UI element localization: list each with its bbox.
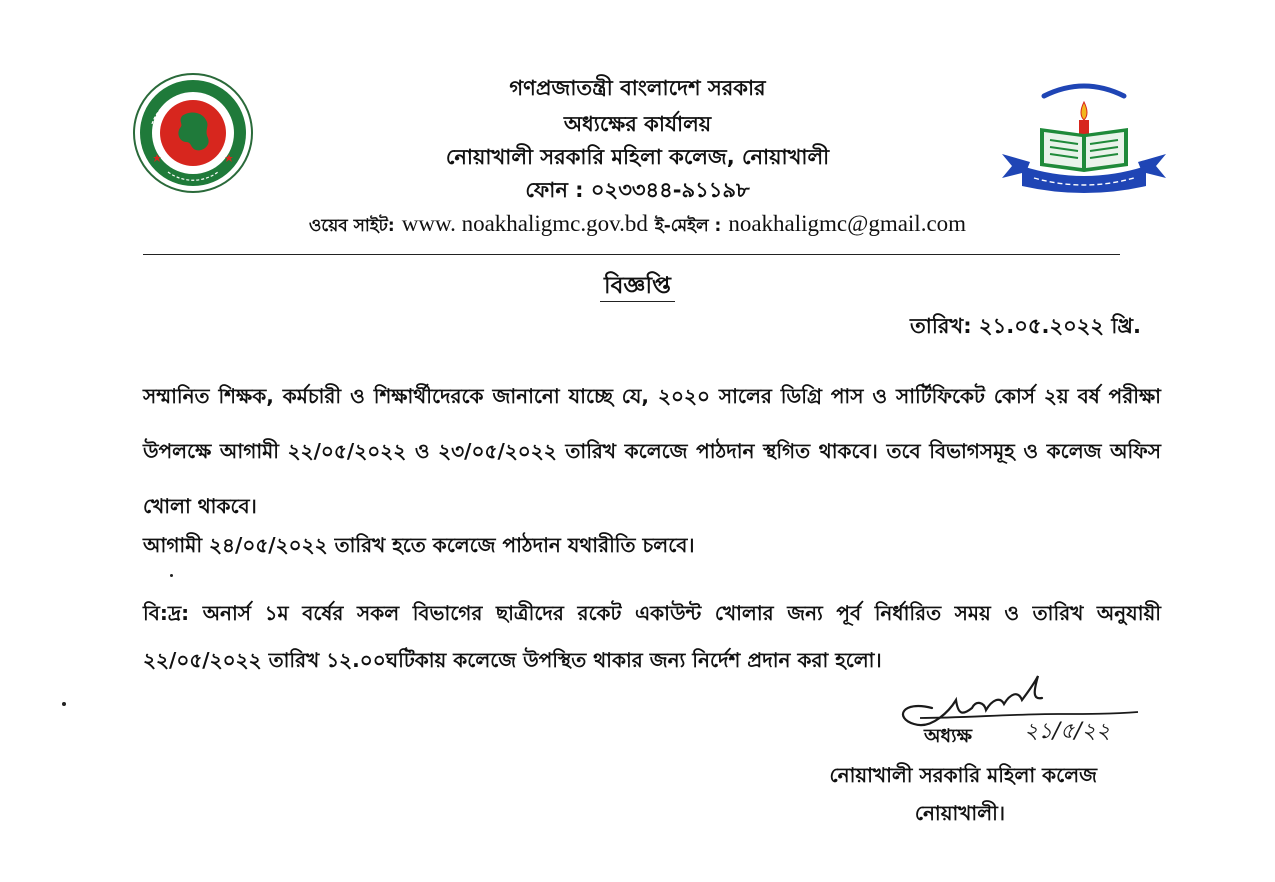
scan-speck	[170, 574, 173, 577]
email-label: ই-মেইল :	[654, 216, 722, 236]
header-office-name: অধ্যক্ষের কার্যালয়	[563, 112, 712, 136]
website-link[interactable]: www. noakhaligmc.gov.bd	[401, 211, 648, 236]
notice-title	[0, 270, 1275, 302]
header-divider	[143, 254, 1120, 255]
header-government-name: গণপ্রজাতন্ত্রী বাংলাদেশ সরকার	[509, 76, 766, 100]
signatory-title: অধ্যক্ষ	[924, 725, 973, 747]
notice-paragraph-2: আগামী ২৪/০৫/২০২২ তারিখ হতে কলেজে পাঠদান যথারীতি চলবে।	[143, 533, 695, 557]
notice-title-text: বিজ্ঞপ্তি	[600, 273, 675, 302]
email-link[interactable]: noakhaligmc@gmail.com	[728, 211, 967, 236]
header-phone: ফোন : ০২৩৩৪৪-৯১১৯৮	[525, 178, 750, 202]
signatory-institution: নোয়াখালী সরকারি মহিলা কলেজ	[829, 763, 1097, 787]
signature-date: ২১/৫/২২	[1024, 719, 1111, 744]
notice-date: তারিখ: ২১.০৫.২০২২ খ্রি.	[910, 314, 1141, 338]
header-college-name: নোয়াখালী সরকারি মহিলা কলেজ, নোয়াখালী	[445, 145, 830, 169]
scan-speck	[62, 702, 66, 706]
notice-paragraph-1: সম্মানিত শিক্ষক, কর্মচারী ও শিক্ষার্থীদেরকে জানানো যাচ্ছে যে, ২০২০ সালের ডিগ্রি পাস ও সার্টিফিকেট কোর্স ২য় বর্ষ পরীক্ষা উপলক্ষে আগামী ২২/০৫/২০২২ ও ২৩/০৫/২০২২ তারিখ কলেজে পাঠদান স্থগিত থাকবে। তবে বিভাগসমূহ ও কলেজ অফিস খোলা থাকবে।	[143, 384, 1161, 518]
website-label: ওয়েব সাইট:	[308, 216, 395, 236]
notice-paragraph-note: বি:দ্র: অনার্স ১ম বর্ষের সকল বিভাগের ছাত্রীদের রকেট একাউন্ট খোলার জন্য পূর্ব নির্ধারিত সময় ও তারিখ অনুযায়ী ২২/০৫/২০২২ তারিখ ১২.০০ঘটিকায় কলেজে উপস্থিত থাকার জন্য নির্দেশ প্রদান করা হলো।	[143, 601, 1161, 672]
signatory-place: নোয়াখালী।	[914, 801, 1005, 825]
contact-line	[0, 209, 1275, 241]
